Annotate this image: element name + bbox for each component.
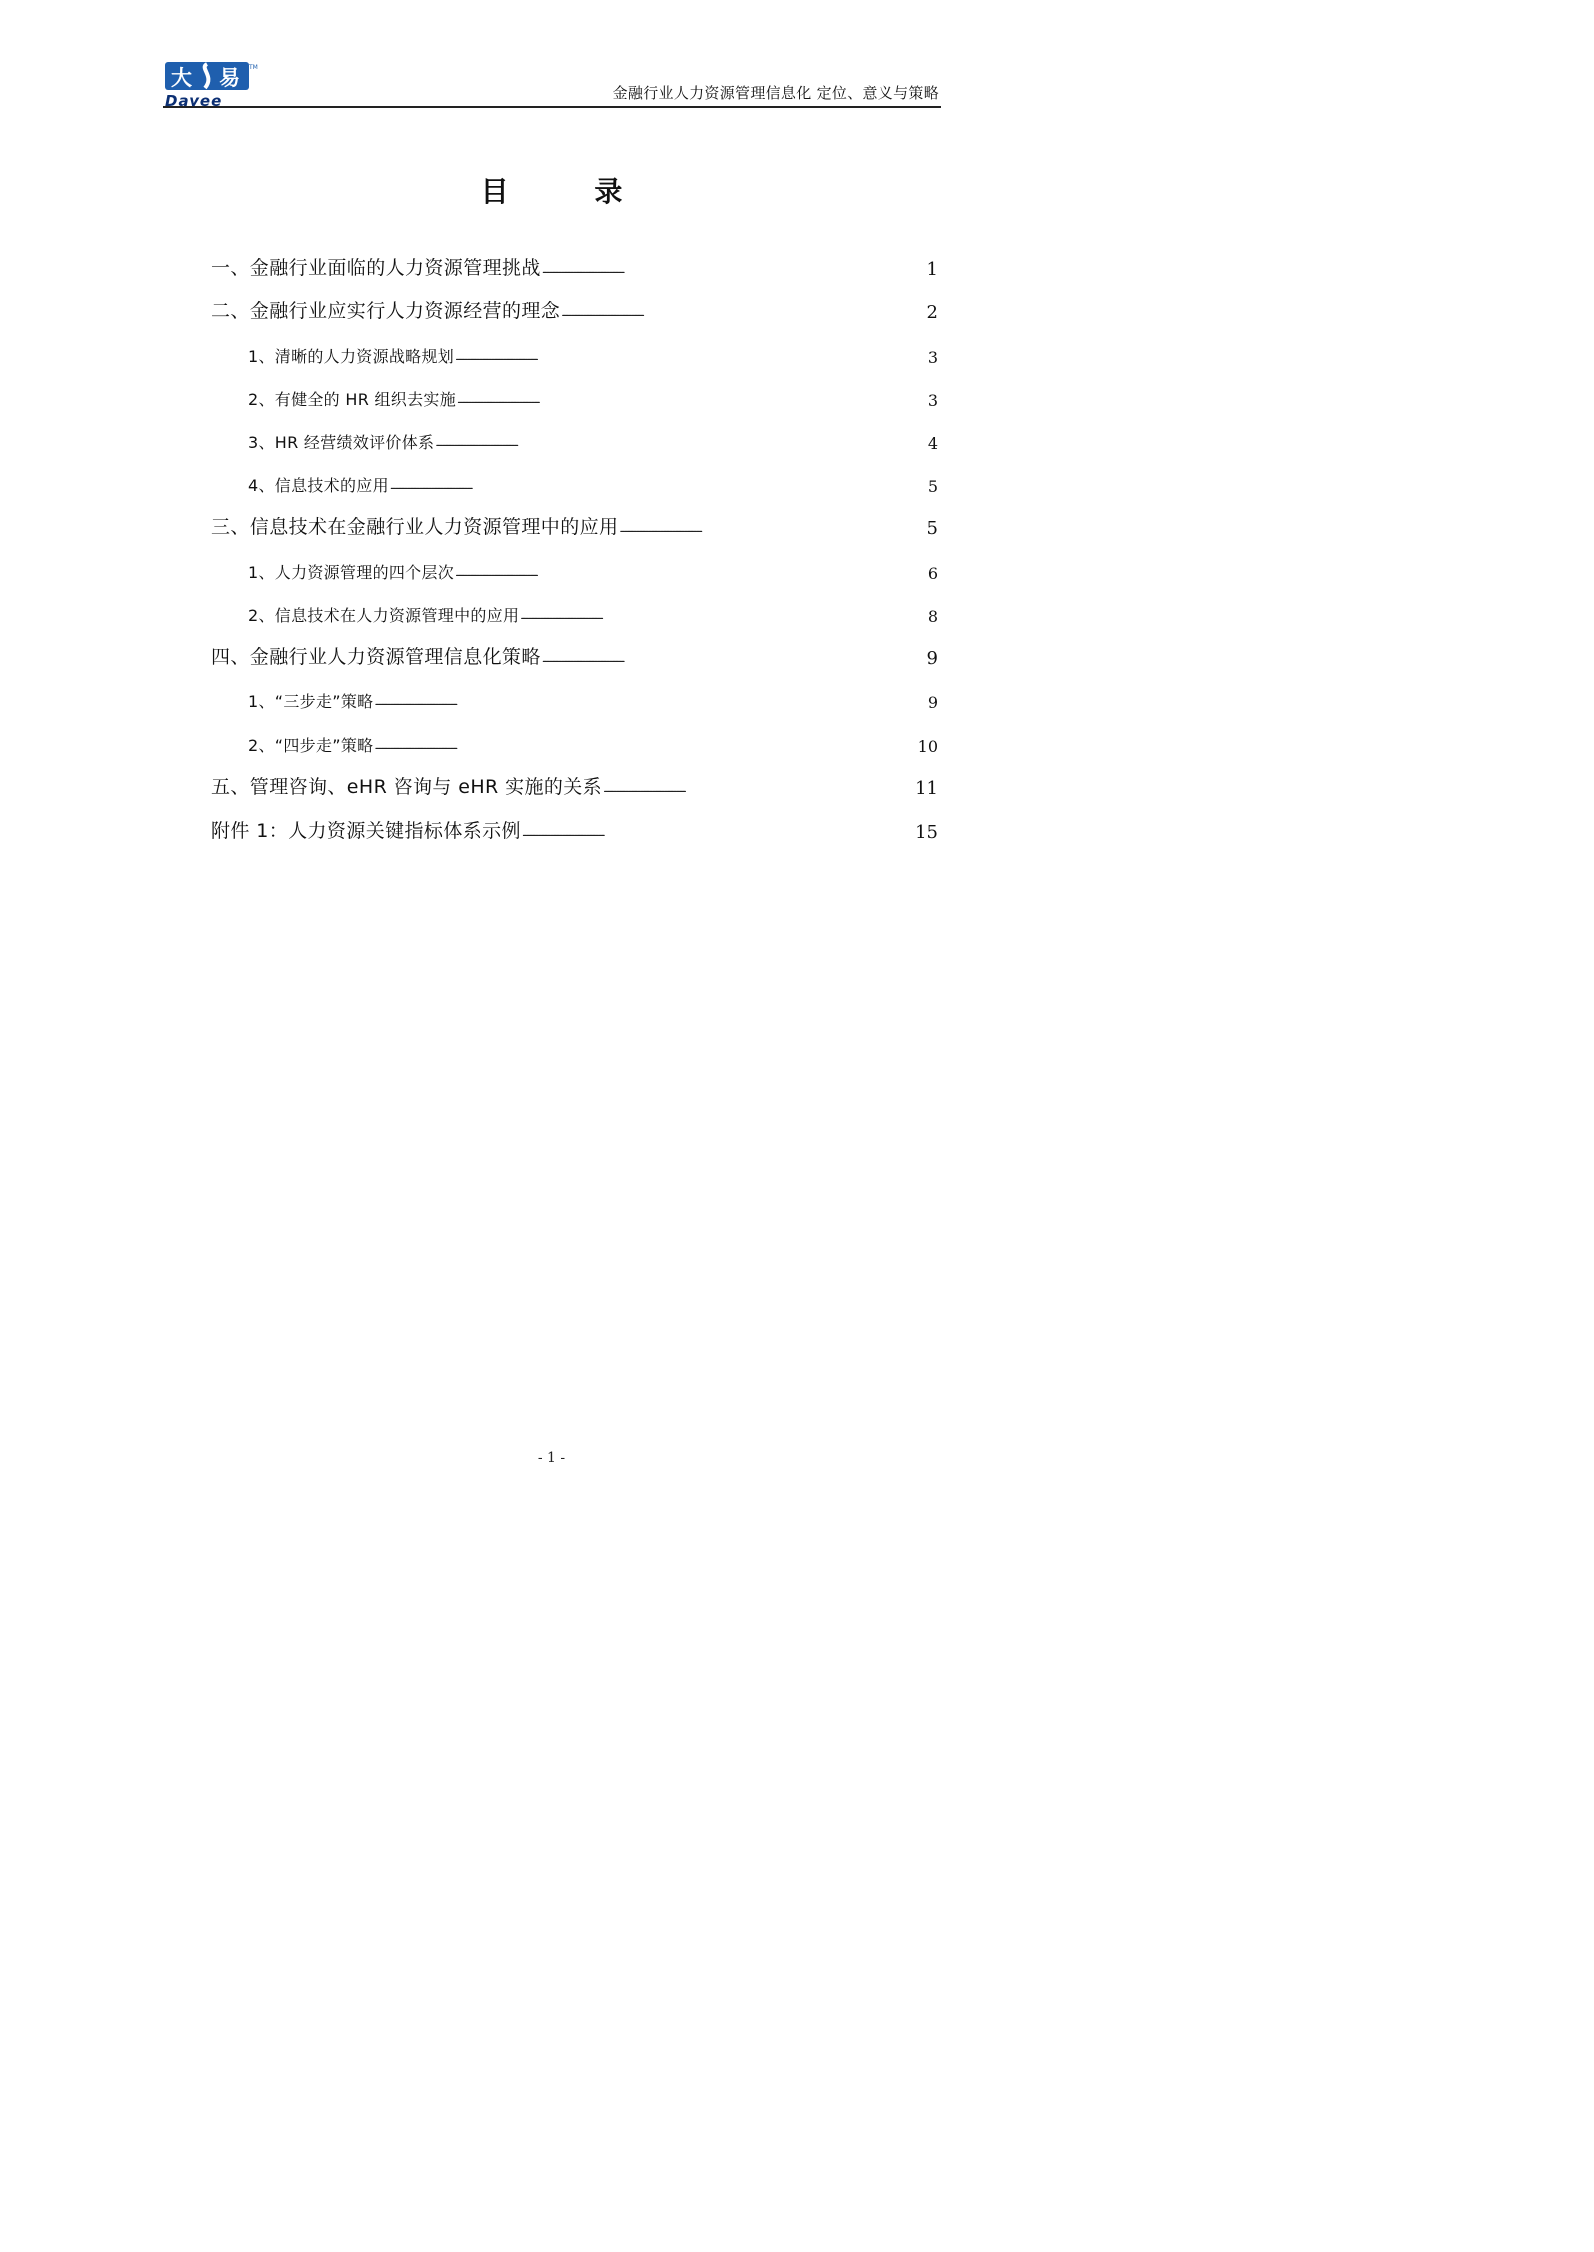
toc-entry[interactable] — [211, 293, 938, 323]
toc-subentry[interactable] — [211, 682, 938, 712]
toc-leader-dots — [435, 423, 925, 453]
toc-entry-label: 2、信息技术在人力资源管理中的应用 — [248, 606, 520, 625]
toc-subentry[interactable] — [211, 553, 938, 583]
toc-entry-page: 3 — [927, 348, 938, 367]
svg-text:大: 大 — [171, 66, 192, 90]
toc-entry[interactable] — [211, 813, 938, 843]
toc-entry-page: 8 — [927, 607, 938, 626]
toc-entry-page: 5 — [927, 477, 938, 496]
toc-entry[interactable] — [211, 250, 938, 280]
toc-leader-dots — [619, 509, 924, 539]
header-divider — [163, 106, 941, 108]
toc-leader-dots — [522, 813, 913, 843]
toc-entry[interactable] — [211, 769, 938, 799]
toc-entry-label: 1、清晰的人力资源战略规划 — [248, 347, 455, 366]
toc-entry-label: 3、HR 经营绩效评价体系 — [248, 433, 435, 452]
toc-entry-label: 4、信息技术的应用 — [248, 476, 389, 495]
toc-leader-dots — [542, 250, 925, 280]
toc-leader-dots — [390, 466, 926, 496]
toc-entry-page: 15 — [915, 822, 938, 843]
toc-subentry[interactable] — [211, 380, 938, 410]
toc-entry-label: 一、金融行业面临的人力资源管理挑战 — [211, 257, 541, 279]
toc-subentry[interactable] — [211, 726, 938, 756]
toc-leader-dots — [374, 726, 915, 756]
toc-leader-dots — [561, 293, 924, 323]
svg-text:易: 易 — [219, 66, 240, 90]
page-header — [163, 60, 941, 110]
toc-title: 目 录 — [480, 175, 661, 208]
toc-leader-dots — [374, 682, 925, 712]
toc-entry-page: 6 — [927, 564, 938, 583]
toc-entry-page: 1 — [926, 259, 938, 280]
page-number: - 1 - — [537, 1450, 566, 1466]
document-header-title: 金融行业人力资源管理信息化 定位、意义与策略 — [612, 84, 939, 102]
toc-subentry[interactable] — [211, 337, 938, 367]
toc-leader-dots — [455, 337, 926, 367]
toc-entry-label: 1、人力资源管理的四个层次 — [248, 563, 455, 582]
dayee-logo — [163, 60, 263, 108]
toc-subentry[interactable] — [211, 423, 938, 453]
toc-entry-label: 2、“四步走”策略 — [248, 736, 374, 755]
toc-entry-label: 2、有健全的 HR 组织去实施 — [248, 390, 457, 409]
toc-entry-page: 2 — [926, 302, 938, 323]
svg-text:Dayee: Dayee — [165, 92, 223, 108]
toc-entry-label: 五、管理咨询、eHR 咨询与 eHR 实施的关系 — [211, 776, 603, 798]
toc-leader-dots — [457, 380, 926, 410]
toc-entry-label: 1、“三步走”策略 — [248, 692, 374, 711]
toc-leader-dots — [520, 596, 926, 626]
toc-entry[interactable] — [211, 509, 938, 539]
toc-leader-dots — [603, 769, 913, 799]
toc-entry-page: 11 — [915, 778, 938, 799]
toc-subentry[interactable] — [211, 466, 938, 496]
toc-leader-dots — [455, 553, 926, 583]
toc-entry-page: 9 — [926, 648, 938, 669]
toc-entry[interactable] — [211, 639, 938, 669]
toc-entry-page: 3 — [927, 391, 938, 410]
toc-entry-label: 二、金融行业应实行人力资源经营的理念 — [211, 300, 561, 322]
svg-text:TM: TM — [249, 64, 258, 71]
toc-entry-label: 附件 1：人力资源关键指标体系示例 — [211, 820, 521, 842]
toc-entry-page: 10 — [917, 737, 938, 756]
toc-entry-page: 4 — [927, 434, 938, 453]
toc-entry-label: 三、信息技术在金融行业人力资源管理中的应用 — [211, 516, 619, 538]
toc-entry-page: 9 — [927, 693, 938, 712]
toc-subentry[interactable] — [211, 596, 938, 626]
toc-entry-page: 5 — [926, 518, 938, 539]
toc-entry-label: 四、金融行业人力资源管理信息化策略 — [211, 646, 541, 668]
toc-leader-dots — [542, 639, 925, 669]
